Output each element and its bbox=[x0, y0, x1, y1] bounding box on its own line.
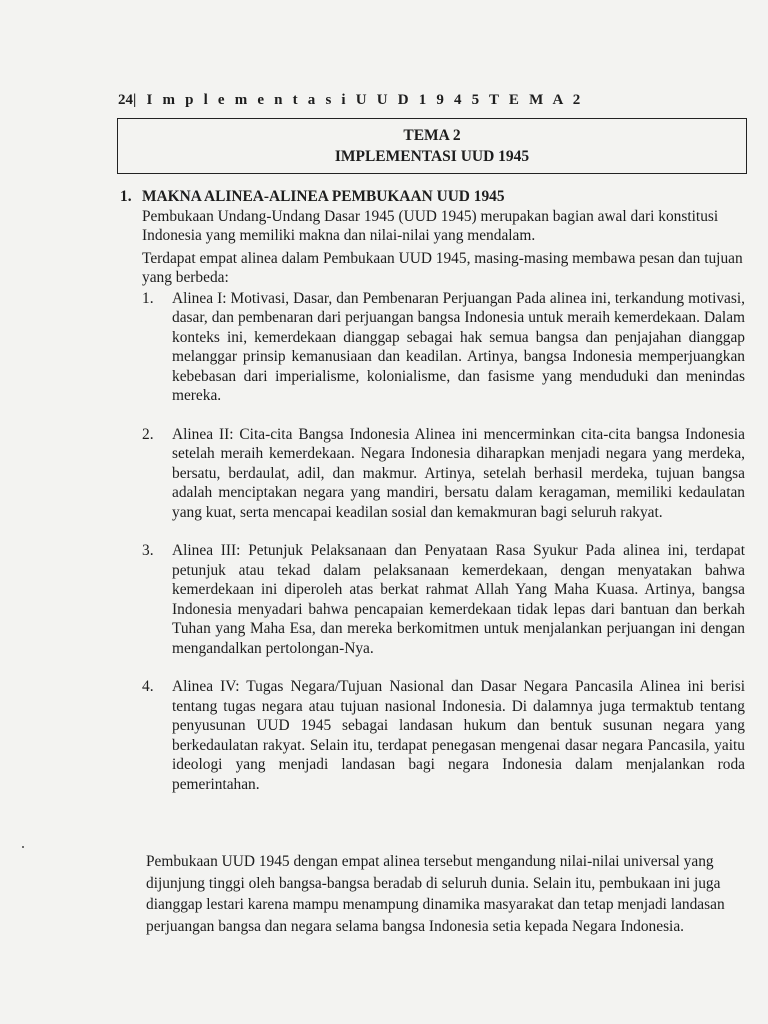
list-item-number: 2. bbox=[142, 425, 154, 443]
list-item bbox=[120, 289, 745, 406]
section-heading bbox=[120, 187, 745, 207]
list-item bbox=[120, 425, 745, 523]
section-intro bbox=[142, 207, 745, 288]
list-item-text: Alinea I: Motivasi, Dasar, dan Pembenaran Perjuangan Pada alinea ini, terkandung motivasi, dasar, dan pembenaran dari perjuangan bangsa Indonesia untuk meraih kemerdekaan. Dalam konteks ini, kemerdekaan dianggap sebagai hak semua bangsa dan penjajahan dianggap melanggar prinsip kemanusiaan dan keadilan. Artinya, bangsa Indonesia memperjuangkan kebebasan dari imperialisme, kolonialisme, dan fasisme yang menduduki dan menindas mereka. bbox=[172, 289, 745, 404]
alinea-list bbox=[120, 289, 745, 795]
intro-paragraph-1: Pembukaan Undang-Undang Dasar 1945 (UUD 1945) merupakan bagian awal dari konstitusi Indonesia yang memiliki makna dan nilai-nilai yang mendalam. bbox=[142, 207, 719, 244]
list-item bbox=[120, 541, 745, 658]
running-header bbox=[118, 92, 583, 109]
section-1 bbox=[120, 187, 745, 813]
chapter-title: IMPLEMENTASI UUD 1945 bbox=[334, 148, 530, 165]
list-item-text: Alinea III: Petunjuk Pelaksanaan dan Penyataan Rasa Syukur Pada alinea ini, terdapat petunjuk atau tekad dalam pelaksanaan kemerdekaan, dengan menyatakan bahwa kemerdekaan ini diperoleh atas berkat rahmat Allah Yang Maha Kuasa. Artinya, bangsa Indonesia menyadari bahwa pencapaian kemerdekaan tidak lepas dari bantuan dan berkah Tuhan yang Maha Esa, dan mereka berkomitmen untuk menjalankan perjuangan ini dengan mengandalkan pertolongan-Nya. bbox=[172, 542, 745, 657]
header-text: | I m p l e m e n t a s i U U D 1 9 4 5 T E M A 2 bbox=[133, 92, 584, 108]
list-item-number: 3. bbox=[142, 542, 154, 559]
closing-paragraph: Pembukaan UUD 1945 dengan empat alinea tersebut mengandung nilai-nilai universal yang dijunjung tinggi oleh bangsa-bangsa beradab di seluruh dunia. Selain itu, pembukaan ini juga dianggap lestari karena mampu menampung dinamika masyarakat dan tetap menjadi landasan perjuangan bangsa dan negara selama bangsa Indonesia setia kepada Negara Indonesia. bbox=[146, 853, 725, 935]
chapter-title-box bbox=[117, 118, 747, 174]
chapter-label: TEMA 2 bbox=[403, 127, 461, 144]
intro-paragraph-2: Terdapat empat alinea dalam Pembukaan UUD 1945, masing-masing membawa pesan dan tujuan yang berbeda: bbox=[142, 249, 743, 286]
list-item-number: 4. bbox=[142, 678, 154, 695]
margin-speck bbox=[22, 846, 24, 848]
list-item bbox=[120, 677, 745, 794]
section-title: MAKNA ALINEA-ALINEA PEMBUKAAN UUD 1945 bbox=[142, 188, 505, 205]
section-number: 1. bbox=[120, 188, 132, 205]
list-item-text: Alinea IV: Tugas Negara/Tujuan Nasional dan Dasar Negara Pancasila Alinea ini berisi tentang tugas negara atau tujuan nasional Indonesia. Di dalamnya juga termaktub tentang penyusunan UUD 1945 sebagai landasan hukum dan bentuk susunan negara yang berkedaulatan rakyat. Selain itu, terdapat penegasan mengenai dasar negara Pancasila, yaitu ideologi yang menjadi landasan bagi negara Indonesia dalam menjalankan roda pemerintahan. bbox=[172, 678, 745, 793]
list-item-text: Alinea II: Cita-cita Bangsa Indonesia Alinea ini mencerminkan cita-cita bangsa Indonesia setelah meraih kemerdekaan. Negara Indonesia diharapkan menjadi negara yang merdeka, bersatu, berdaulat, adil, dan makmur. Artinya, setelah berhasil merdeka, tujuan bangsa adalah menciptakan negara yang mandiri, bersatu dalam keragaman, memiliki kedaulatan yang kuat, serta mencapai keadilan sosial dan kemakmuran bagi seluruh rakyat. bbox=[172, 425, 745, 521]
list-item-number: 1. bbox=[142, 289, 154, 307]
page-number: 24 bbox=[118, 92, 133, 108]
